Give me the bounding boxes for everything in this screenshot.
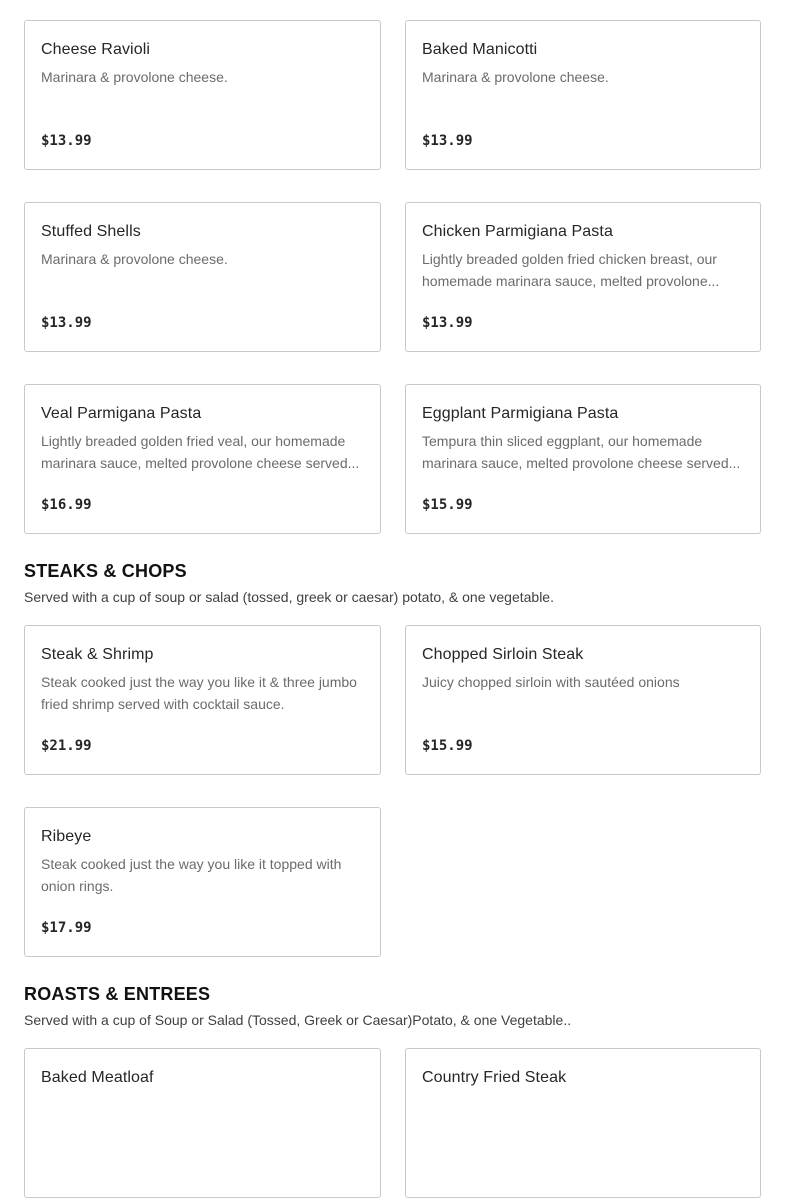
menu-item-card[interactable]	[405, 625, 761, 775]
section-title: ROASTS & ENTREES	[24, 984, 211, 1004]
item-description: Steak cooked just the way you like it & three jumbo fried shrimp served with cocktail sauce.	[41, 674, 357, 712]
item-description: Lightly breaded golden fried veal, our homemade marinara sauce, melted provolone cheese served...	[41, 433, 360, 471]
menu-item-card[interactable]	[24, 20, 381, 170]
item-description: Tempura thin sliced eggplant, our homemade marinara sauce, melted provolone cheese served...	[422, 433, 741, 471]
item-name: Chopped Sirloin Steak	[422, 646, 584, 663]
menu-item-card[interactable]	[24, 807, 381, 957]
section-description: Served with a cup of Soup or Salad (Tossed, Greek or Caesar)Potato, & one Vegetable..	[24, 1012, 572, 1028]
section-header	[24, 560, 761, 607]
item-name: Ribeye	[41, 828, 92, 845]
item-price: $17.99	[41, 920, 92, 936]
item-price: $15.99	[422, 497, 473, 513]
menu-page	[24, 20, 761, 1198]
item-price: $13.99	[422, 315, 473, 331]
menu-item-grid	[24, 625, 761, 957]
menu-item-card[interactable]	[405, 384, 761, 534]
item-description: Marinara & provolone cheese.	[422, 69, 609, 85]
item-name: Cheese Ravioli	[41, 41, 151, 58]
menu-item-grid	[24, 1048, 761, 1198]
menu-item-card[interactable]	[405, 202, 761, 352]
item-price: $13.99	[422, 133, 473, 149]
item-name: Stuffed Shells	[41, 223, 141, 240]
menu-item-card[interactable]	[24, 384, 381, 534]
item-name: Chicken Parmigiana Pasta	[422, 223, 613, 240]
section-description: Served with a cup of soup or salad (tossed, greek or caesar) potato, & one vegetable.	[24, 589, 554, 605]
item-name: Steak & Shrimp	[41, 646, 154, 663]
item-description: Steak cooked just the way you like it topped with onion rings.	[41, 856, 342, 894]
item-name: Eggplant Parmigiana Pasta	[422, 405, 619, 422]
menu-item-card[interactable]	[24, 625, 381, 775]
item-price: $15.99	[422, 738, 473, 754]
item-description: Juicy chopped sirloin with sautéed onions	[422, 674, 680, 690]
item-name: Country Fried Steak	[422, 1069, 567, 1086]
item-price: $13.99	[41, 133, 92, 149]
item-name: Baked Meatloaf	[41, 1069, 154, 1086]
item-name: Veal Parmigana Pasta	[41, 405, 202, 422]
section-header	[24, 983, 761, 1030]
item-description: Marinara & provolone cheese.	[41, 69, 228, 85]
item-description: Lightly breaded golden fried chicken breast, our homemade marinara sauce, melted provolone...	[422, 251, 720, 289]
item-price: $21.99	[41, 738, 92, 754]
menu-item-card[interactable]	[405, 1048, 761, 1198]
menu-item-card[interactable]	[24, 1048, 381, 1198]
menu-item-grid	[24, 20, 761, 534]
menu-item-card[interactable]	[405, 20, 761, 170]
section-title: STEAKS & CHOPS	[24, 561, 187, 581]
menu-item-card[interactable]	[24, 202, 381, 352]
item-description: Marinara & provolone cheese.	[41, 251, 228, 267]
item-price: $16.99	[41, 497, 92, 513]
item-price: $13.99	[41, 315, 92, 331]
item-name: Baked Manicotti	[422, 41, 538, 58]
